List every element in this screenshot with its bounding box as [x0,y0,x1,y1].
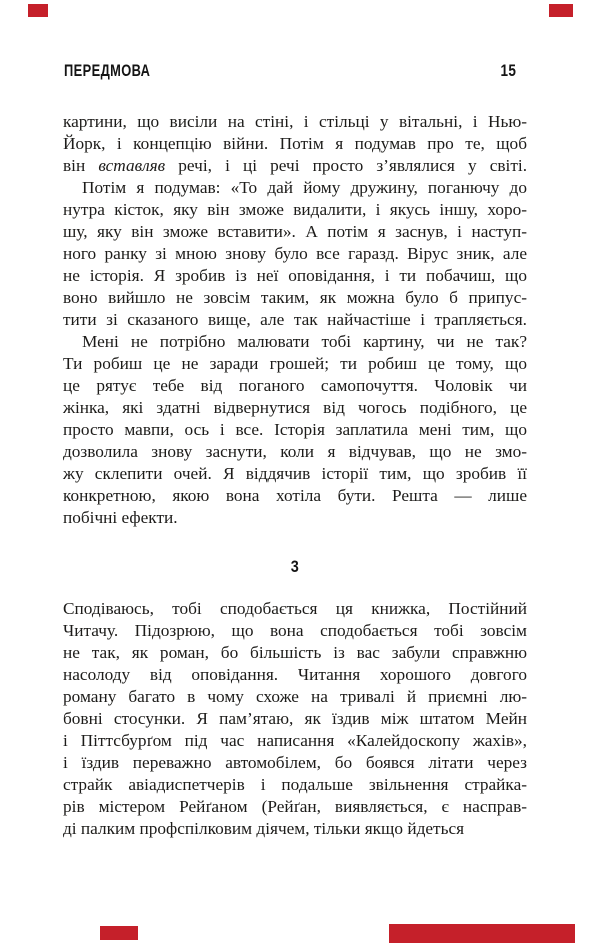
text-line [63,664,527,686]
text-segment: дозволила знову заснути, коли я відчував, що не змо- [63,442,527,461]
text-line [63,133,527,155]
text-segment: рів містером Рейґаном (Рейґан, виявляється, є насправ- [63,797,527,816]
text-line [63,730,527,752]
italic-text: вставляв [98,156,166,175]
red-mark-bottom-left [100,926,138,940]
chapter-title: ПЕРЕДМОВА [64,62,151,80]
text-segment: шу, яку він зможе вставити». А потім я заснув, і наступ- [63,222,527,241]
text-line [63,620,527,642]
text-line [63,177,527,199]
text-line [63,265,527,287]
text-line [63,419,527,441]
body-text-block-2 [63,598,527,840]
text-line [63,485,527,507]
text-segment: роману багато в чому схоже на тривалі й приємні лю- [63,687,527,706]
text-segment: Мені не потрібно малювати тобі картину, чи не так? [82,332,527,351]
text-line [63,818,527,840]
running-header [64,63,516,81]
text-line [63,686,527,708]
text-segment: жу склепити очей. Я віддячив історії тим, що зробив її [63,464,527,483]
text-line [63,375,527,397]
text-segment: ного ранку зі мною знову було все гаразд. Вірус зник, але [63,244,527,263]
text-line [63,774,527,796]
text-segment: конкретною, якою вона хотіла бути. Решта — лише [63,486,527,505]
text-line [63,111,527,133]
text-line [63,642,527,664]
text-line [63,287,527,309]
text-line [63,309,527,331]
red-mark-top-left [28,4,48,17]
text-segment: страйк авіадиспетчерів і подальше звільнення страйка- [63,775,527,794]
text-segment: він [63,156,99,175]
text-segment: Сподіваюсь, тобі сподобається ця книжка, Постійний [63,599,527,618]
text-segment: це рятує тебе від поганого самопочуття. Чоловік чи [63,376,527,395]
text-segment: картини, що висіли на стіні, і стільці у вітальні, і Нью- [63,112,527,131]
text-line [63,397,527,419]
text-segment: тити зі сказаного вище, але так найчастіше і трапляється. [63,310,527,329]
text-line [63,598,527,620]
text-segment: просто мавпи, ось і все. Історія заплатила мені тим, що [63,420,527,439]
text-segment: ді палким профспілковим діячем, тільки якщо йдеться [63,819,465,838]
text-segment: воно вийшло не зовсім таким, як можна було б припус- [63,288,527,307]
text-line [63,463,527,485]
text-line [63,199,527,221]
text-segment: жінка, які здатні відвернутися від чогось подібного, це [63,398,527,417]
text-segment: не так, як роман, бо більшість із вас забули справжню [63,643,527,662]
text-line [63,221,527,243]
text-segment: насолоду від оповідання. Читання хорошого довгого [63,665,527,684]
text-segment: і їздив переважно автомобілем, бо боявся літати через [63,753,527,772]
body-text-block-1 [63,111,527,529]
text-segment: речі, і ці речі просто з’являлися у світі. [165,156,528,175]
text-line [63,155,527,177]
text-segment: Ти робиш це не заради грошей; ти робиш це тому, що [63,354,527,373]
text-segment: нутра кісток, яку він зможе видалити, і якусь іншу, хоро- [63,200,527,219]
text-line [63,507,527,529]
section-number: 3 [290,557,300,576]
text-line [63,752,527,774]
text-segment: побічні ефекти. [63,508,178,527]
text-segment: Йорк, і концепцію війни. Потім я подумав про те, щоб [63,134,527,153]
text-segment: Читачу. Підозрюю, що вона сподобається тобі зовсім [63,621,527,640]
text-line [63,331,527,353]
text-segment: і Піттсбурґом під час написання «Калейдоскопу жахів», [63,731,527,750]
text-line [63,708,527,730]
text-line [63,796,527,818]
red-mark-bottom-right [389,924,575,943]
red-mark-top-right [549,4,573,17]
text-line [63,243,527,265]
text-segment: Потім я подумав: «То дай йому дружину, поганючу до [82,178,527,197]
text-segment: бовні стосунки. Я пам’ятаю, як їздив між штатом Мейн [63,709,527,728]
text-line [63,441,527,463]
page-number: 15 [500,62,516,80]
text-line [63,353,527,375]
text-segment: не історія. Я зробив із неї оповідання, і ти побачиш, що [63,266,527,285]
